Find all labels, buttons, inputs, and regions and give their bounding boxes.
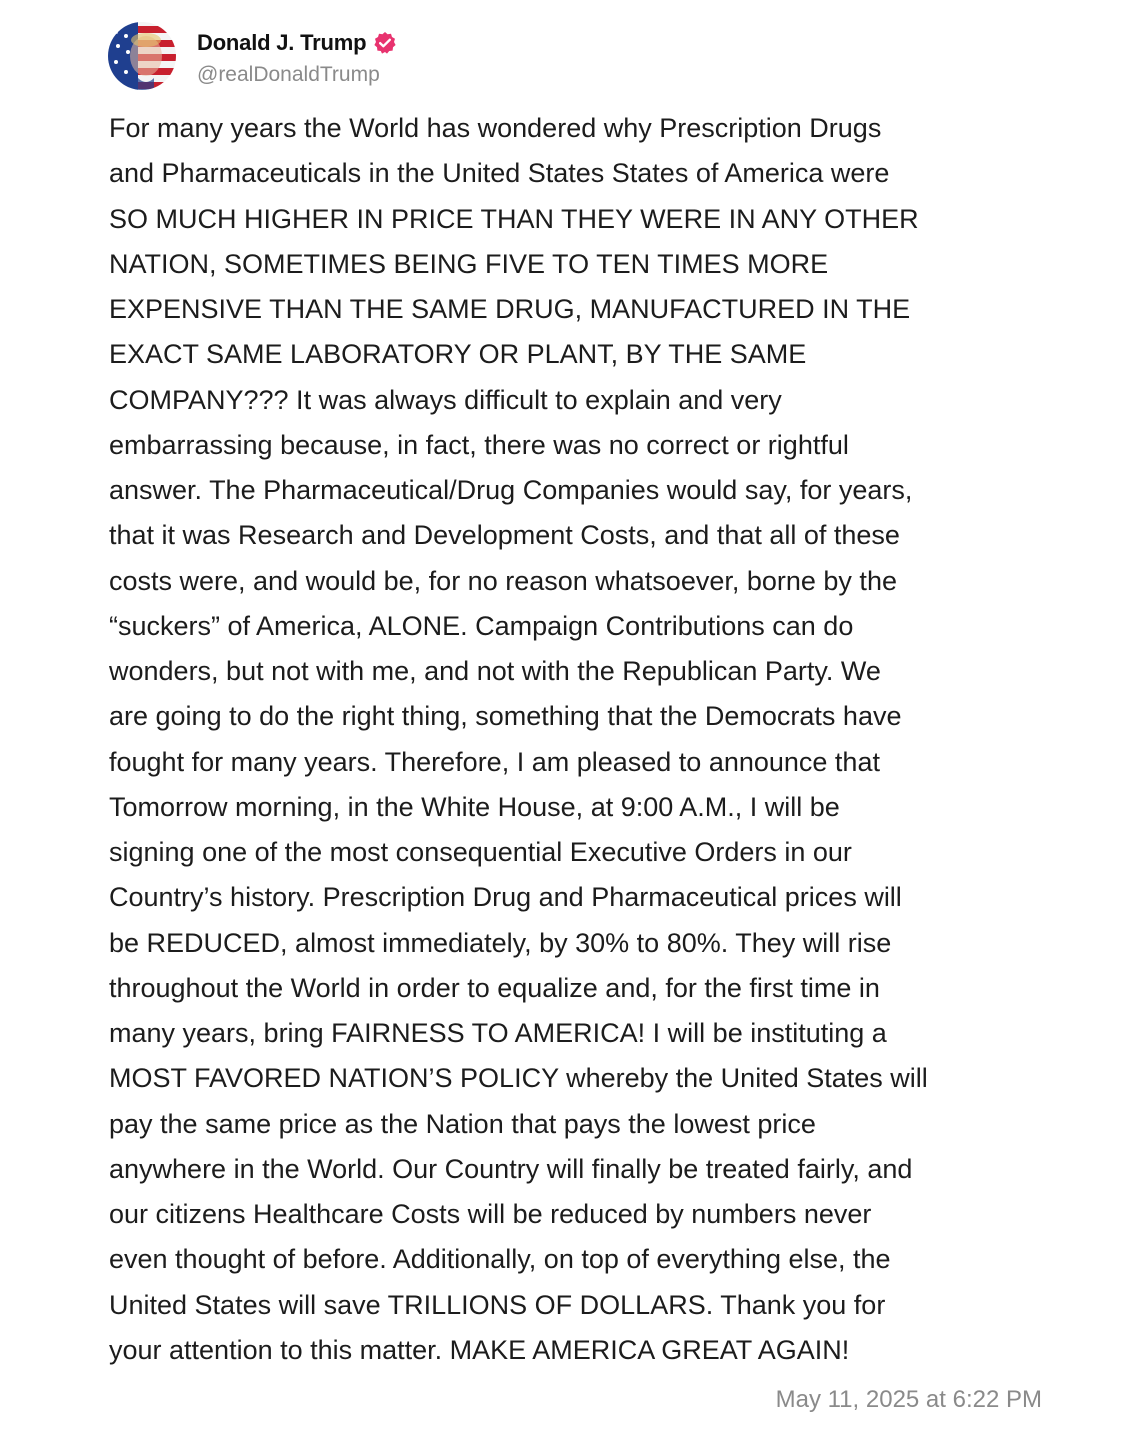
post-body-line: even thought of before. Additionally, on top of everything else, the — [109, 1244, 891, 1275]
post-body-line: be REDUCED, almost immediately, by 30% to 80%. They will rise — [109, 927, 892, 958]
post-timestamp[interactable]: May 11, 2025 at 6:22 PM — [775, 1386, 1042, 1413]
author-info — [197, 25, 397, 87]
post-body-line: answer. The Pharmaceutical/Drug Companies would say, for years, — [109, 475, 913, 505]
post-body-line: “suckers” of America, ALONE. Campaign Contributions can do — [109, 610, 854, 641]
post-body-line: pay the same price as the Nation that pays the lowest price — [109, 1108, 816, 1139]
post-body-line: Country’s history. Prescription Drug and Pharmaceutical prices will — [109, 882, 902, 913]
post-body-line: embarrassing because, in fact, there was no correct or rightful — [109, 429, 849, 460]
avatar[interactable] — [108, 22, 176, 90]
post-body-line: EXPENSIVE THAN THE SAME DRUG, MANUFACTURED IN THE — [109, 294, 911, 324]
post-body-line: United States will save TRILLIONS OF DOLLARS. Thank you for — [109, 1289, 886, 1320]
post-body-line: anywhere in the World. Our Country will finally be treated fairly, and — [109, 1153, 913, 1184]
post-body-line: costs were, and would be, for no reason whatsoever, borne by the — [109, 565, 897, 596]
post-body-line: For many years the World has wondered why Prescription Drugs — [109, 113, 882, 143]
avatar-flag-portrait-icon — [108, 22, 176, 90]
post-body-line: many years, bring FAIRNESS TO AMERICA! I will be instituting a — [109, 1018, 887, 1048]
post-body-line: signing one of the most consequential Executive Orders in our — [109, 837, 852, 867]
post-body-line: our citizens Healthcare Costs will be reduced by numbers never — [109, 1199, 872, 1229]
post-body-line: that it was Research and Development Costs, and that all of these — [109, 520, 900, 551]
post-body-line: Tomorrow morning, in the White House, at 9:00 A.M., I will be — [109, 791, 840, 822]
author-display-name[interactable]: Donald J. Trump — [197, 30, 367, 55]
post-body-line: wonders, but not with me, and not with the Republican Party. We — [109, 656, 881, 686]
verified-badge-icon — [373, 31, 397, 55]
post-body-line: fought for many years. Therefore, I am pleased to announce that — [109, 746, 880, 777]
post-body-line: are going to do the right thing, something that the Democrats have — [109, 701, 902, 732]
post-body — [109, 106, 1049, 1373]
post-body-line: your attention to this matter. MAKE AMERICA GREAT AGAIN! — [109, 1334, 850, 1365]
author-handle[interactable]: @realDonaldTrump — [197, 63, 380, 86]
post-body-line: EXACT SAME LABORATORY OR PLANT, BY THE SAME — [109, 339, 807, 370]
post-header — [108, 20, 397, 92]
post-body-line: MOST FAVORED NATION’S POLICY whereby the United States will — [109, 1063, 928, 1094]
post-body-line: COMPANY??? It was always difficult to explain and very — [109, 384, 782, 415]
post-body-line: NATION, SOMETIMES BEING FIVE TO TEN TIMES MORE — [109, 248, 829, 279]
author-name-row — [197, 25, 397, 61]
post-body-line: throughout the World in order to equalize and, for the first time in — [109, 972, 880, 1003]
post-body-line: SO MUCH HIGHER IN PRICE THAN THEY WERE IN ANY OTHER — [109, 203, 919, 234]
post-body-line: and Pharmaceuticals in the United States States of America were — [109, 158, 890, 189]
